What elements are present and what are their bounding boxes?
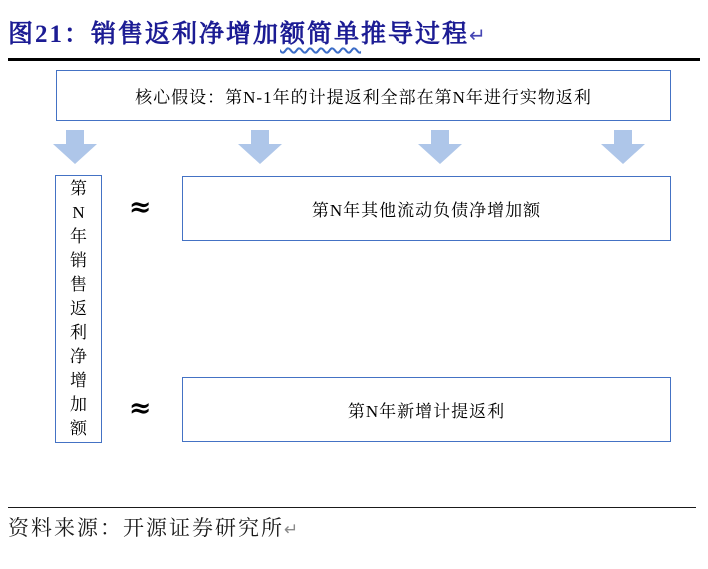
down-arrow-icon bbox=[238, 130, 282, 164]
right-box-new-accrued-rebate bbox=[182, 377, 671, 442]
title-divider-line bbox=[8, 58, 700, 61]
approx-symbol: ≈ bbox=[128, 192, 152, 223]
figure-title bbox=[8, 14, 486, 50]
left-vertical-box-label: 第N年销售返利净增加额 bbox=[70, 179, 87, 438]
down-arrow-icon bbox=[418, 130, 462, 164]
paragraph-mark-icon: ↵ bbox=[284, 520, 299, 540]
figure-title-segment-wavy: 额简单 bbox=[280, 21, 362, 48]
down-arrow-icon bbox=[53, 130, 97, 164]
assumption-box-label: 核心假设：第N-1年的计提返利全部在第N年进行实物返利 bbox=[135, 88, 592, 107]
right-box-label: 第N年新增计提返利 bbox=[347, 402, 506, 421]
approx-symbol: ≈ bbox=[128, 393, 152, 424]
left-vertical-box bbox=[55, 175, 102, 443]
source-attribution-label: 资料来源：开源证券研究所 bbox=[8, 516, 284, 540]
figure-title-segment: 图21：销售返利净增加 bbox=[8, 21, 281, 48]
right-box-other-current-liabilities bbox=[182, 176, 671, 241]
down-arrow-icon bbox=[601, 130, 645, 164]
source-divider-line bbox=[8, 507, 696, 508]
source-attribution bbox=[8, 512, 298, 542]
paragraph-mark-icon: ↵ bbox=[469, 23, 486, 47]
assumption-box bbox=[56, 70, 671, 121]
right-box-label: 第N年其他流动负债净增加额 bbox=[311, 201, 542, 220]
figure-title-segment: 推导过程 bbox=[361, 21, 470, 48]
